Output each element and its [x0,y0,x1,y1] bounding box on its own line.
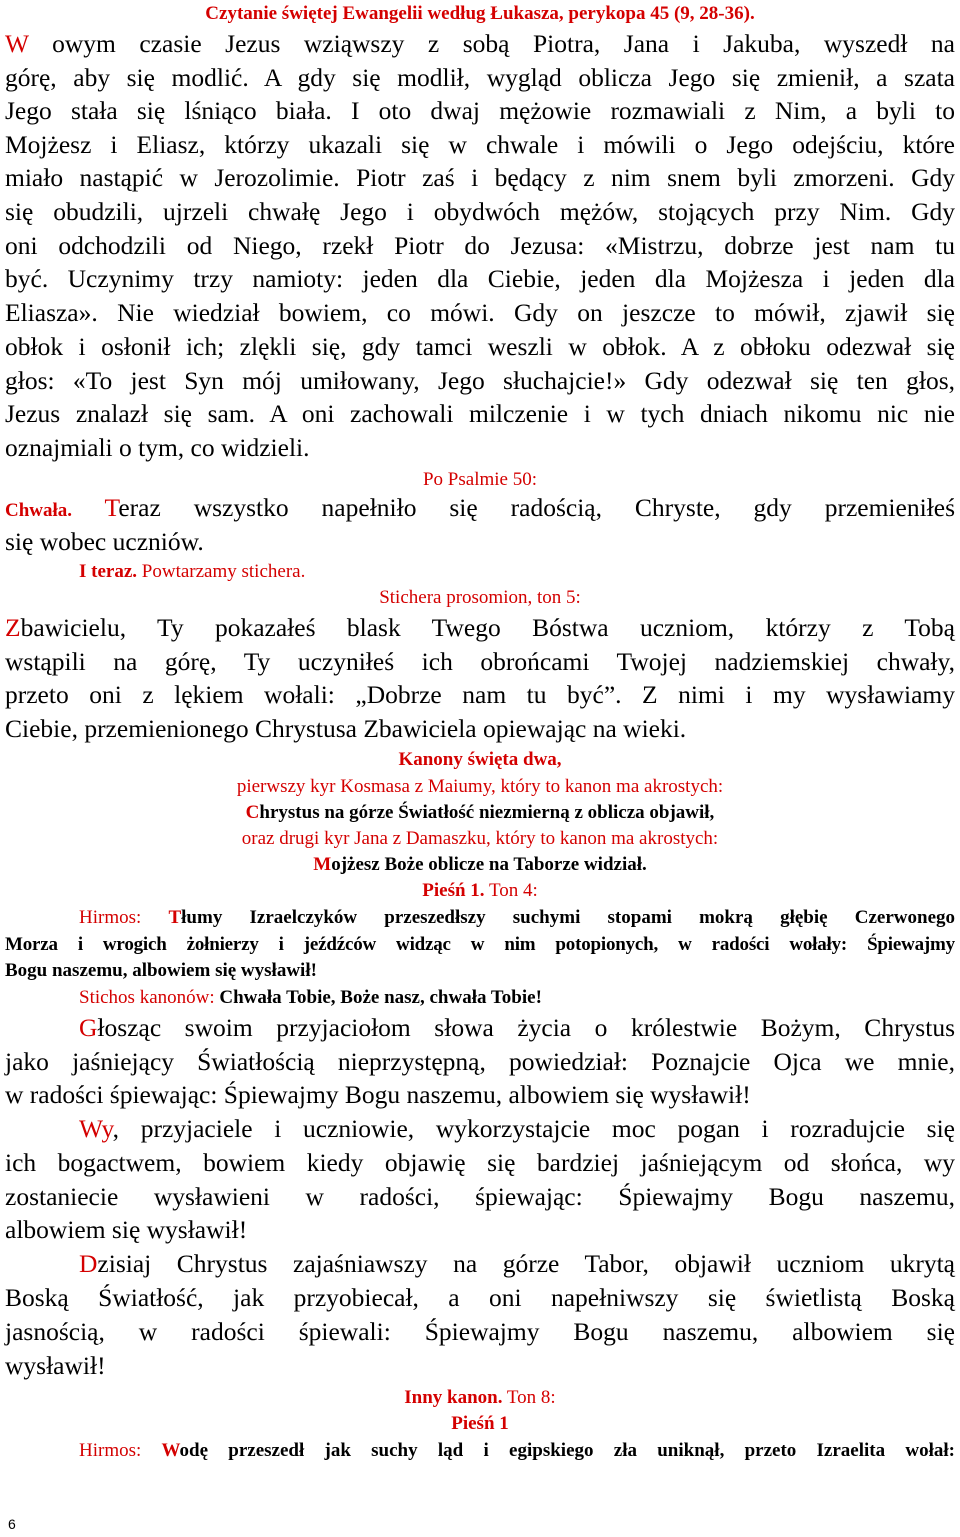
stichos-line: Stichos kanonów: Chwała Tobie, Boże nasz, chwała Tobie! [79,987,542,1008]
glory-line-2: się wobec uczniów. [5,527,204,556]
gospel-line-2: górę, aby się modlić. A gdy się modlił, wygląd oblicza Jego się zmienił, a szata [5,63,955,92]
first-canon-intro: pierwszy kyr Kosmasa z Maiumy, który to kanon ma akrostych: [236,776,724,797]
gospel-line-4: Mojżesz i Eliasz, którzy ukazali się w chwale i mówili o Jego odejściu, które [5,130,955,159]
hirmos-initial: T [168,907,182,928]
troparion-2-initial: Wy [79,1114,113,1143]
ode1-heading: Pieśń 1. Ton 4: [422,880,538,901]
other-hirmos-initial: W [161,1440,180,1461]
first-acrostic: Chrystus na górze Światłość niezmierną z oblicza objawił, [245,802,715,823]
sticheron-line-1: Zbawicielu, Ty pokazałeś blask Twego Bóstwa uczniom, którzy z Tobą [5,613,955,642]
stichos-label: Stichos kanonów: [79,987,220,1008]
gospel-heading: Czytanie świętej Ewangelii według Łukasza, perykopa 45 (9, 28-36). [205,3,755,24]
gospel-line-1: W owym czasie Jezus wziąwszy z sobą Piotra, Jana i Jakuba, wyszedł na [5,29,955,58]
sticheron-line-3: przeto oni z lękiem wołali: „Dobrze nam tu być”. Z nimi i my wysławiamy [5,680,955,709]
now-label: I teraz. [79,561,138,582]
gospel-line-8: być. Uczynimy trzy namioty: jeden dla Ciebie, jeden dla Mojżesza i jeden dla [5,264,955,293]
troparion-1-initial: G [79,1013,98,1042]
sticheron-line-4: Ciebie, przemienionego Chrystusa Zbawiciela opiewając na wieki. [5,714,687,743]
gospel-line-9: Eliasza». Nie wiedział bowiem, co mówi. Gdy on jeszcze to mówił, zjawił się [5,298,955,327]
other-canon-title: Inny kanon. [404,1387,503,1408]
hirmos-line-1: Hirmos: Tłumy Izraelczyków przeszedłszy suchymi stopami mokrą głębię Czerwonego [79,907,956,928]
now-line: I teraz. Powtarzamy stichera. [79,561,306,582]
gospel-line-7: oni odchodzili od Niego, rzekł Piotr do Jezusa: «Mistrzu, dobrze jest nam tu [5,231,955,260]
gospel-line-3: Jego stała się lśniąco biała. I oto dwaj mężowie rozmawiali z Nim, a byli to [5,96,955,125]
gospel-initial: W [5,29,29,58]
glory-initial: T [104,493,119,522]
ode1-label: Pieśń 1. [422,880,485,901]
other-hirmos-line: Hirmos: Wodę przeszedł jak suchy ląd i egipskiego zła uniknął, przeto Izraelita wołał: [79,1440,955,1461]
troparion-3-initial: D [79,1249,98,1278]
page-number: 6 [8,1516,16,1532]
troparion-1-line-3: w radości śpiewając: Śpiewajmy Bogu naszemu, albowiem się wysławił! [5,1080,751,1109]
hirmos-label: Hirmos: [79,907,169,928]
gospel-line-11: głos: «To jest Syn mój umiłowany, Jego słuchajcie!» Gdy odezwał się ten głos, [5,366,955,395]
first-acrostic-initial: C [245,802,260,823]
gospel-line-6: się obudzili, ujrzeli chwałę Jego i obydwóch mężów, stojących przy Nim. Gdy [5,197,955,226]
second-canon-intro: oraz drugi kyr Jana z Damaszku, który to kanon ma akrostych: [241,828,719,849]
troparion-3-line-4: wysławił! [5,1351,106,1380]
troparion-2-line-1: Wy, przyjaciele i uczniowie, wykorzystajcie moc pogan i rozradujcie się [79,1114,955,1143]
other-hirmos-label: Hirmos: [79,1440,162,1461]
troparion-3-line-2: Boską Światłość, jak przyobiecał, a oni napełniwszy się świetlistą Boską [5,1283,955,1312]
troparion-3-line-3: jasnością, w radości śpiewali: Śpiewajmy Bogu naszemu, albowiem się [5,1317,955,1346]
other-canon-ode: Pieśń 1 [451,1413,509,1434]
troparion-1-line-2: jako jaśniejący Światłością nieprzystępną, powiedział: Poznajcie Ojca we mnie, [5,1047,955,1076]
hirmos-line-3: Bogu naszemu, albowiem się wysławił! [5,960,317,981]
glory-line-1: Chwała. Teraz wszystko napełniło się radością, Chryste, gdy przemieniłeś [5,493,955,522]
glory-label: Chwała. [5,500,73,521]
troparion-2-line-4: albowiem się wysławił! [5,1215,248,1244]
other-canon-heading: Inny kanon. Ton 8: [404,1387,556,1408]
sticheron-initial: Z [5,613,21,642]
gospel-line-5: miało nastąpić w Jerozolimie. Piotr zaś i będący z nim snem byli zmorzeni. Gdy [5,163,955,192]
troparion-2-line-2: ich bogactwem, bowiem kiedy objawię się bardziej jaśniejącym od słońca, wy [5,1148,955,1177]
hirmos-line-2: Morza i wrogich żołnierzy i jeźdźców widząc w nim potopionych, w radości wołały: Śpiewajmy [5,934,955,955]
sticheron-line-2: wstąpili na górę, Ty uczyniłeś ich obrońcami Twojej nadziemskiej chwały, [5,647,955,676]
troparion-1-line-1: Głosząc swoim przyjaciołom słowa życia o królestwie Bożym, Chrystus [79,1013,955,1042]
psalm-heading: Po Psalmie 50: [422,469,537,490]
gospel-line-10: obłok i osłonił ich; zlękli się, gdy tamci weszli w obłok. A z obłoku odezwał się [5,332,955,361]
second-acrostic-initial: M [313,854,332,875]
canons-title: Kanony święta dwa, [398,749,562,770]
sticheron-heading: Stichera prosomion, ton 5: [379,587,581,608]
troparion-2-line-3: zostaniecie wysławieni w radości, śpiewając: Śpiewajmy Bogu naszemu, [5,1182,955,1211]
second-acrostic: Mojżesz Boże oblicze na Taborze widział. [313,854,647,875]
gospel-line-13: oznajmiali o tym, co widzieli. [5,433,310,462]
troparion-3-line-1: Dzisiaj Chrystus zajaśniawszy na górze Tabor, objawił uczniom ukrytą [79,1249,955,1278]
gospel-line-12: Jezus znalazł się sam. A oni zachowali milczenie i w tych dniach nikomu nic nie [5,399,955,428]
